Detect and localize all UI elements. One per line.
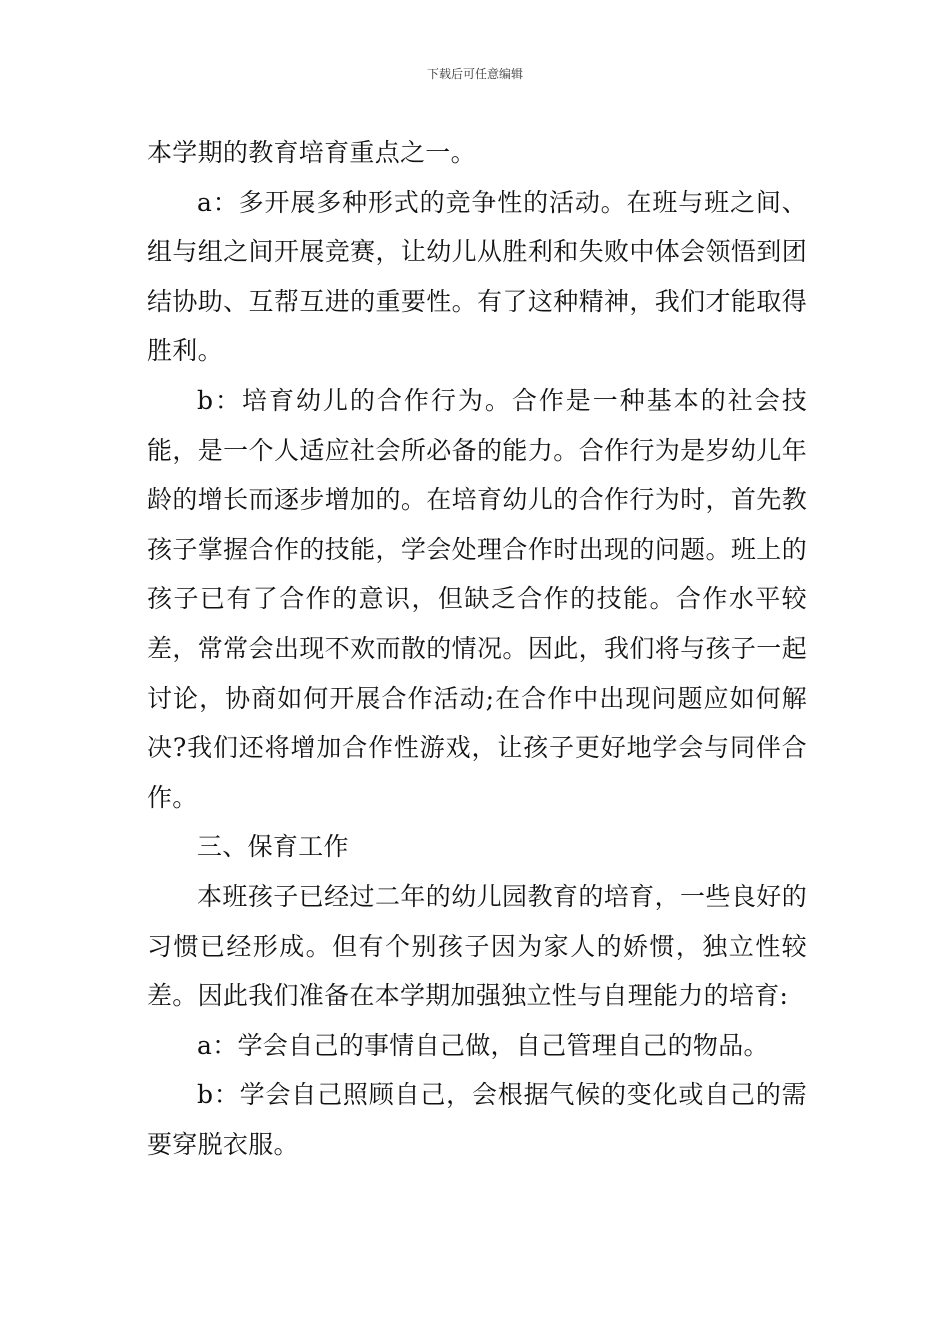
paragraph: a：学会自己的事情自己做，自己管理自己的物品。 <box>197 1030 769 1060</box>
paragraph: b：培育幼儿的合作行为。合作是一种基本的社会技能，是一个人适应社会所必备的能力。合作行为是岁幼儿年龄的增长而逐步增加的。在培育幼儿的合作行为时，首先教孩子掌握合作的技能，学会处理合作时出现的问题。班上的孩子已有了合作的意识，但缺乏合作的技能。合作水平较差，常常会出现不欢而散的情况。因此，我们将与孩子一起讨论，协商如何开展合作活动;在合作中出现问题应如何解决?我们还将增加合作性游戏，让孩子更好地学会与同伴合作。 <box>147 385 807 812</box>
paragraph: a：多开展多种形式的竞争性的活动。在班与班之间、组与组之间开展竞赛，让幼儿从胜利和失败中体会领悟到团结协助、互帮互进的重要性。有了这种精神，我们才能取得胜利。 <box>147 187 807 366</box>
section-heading: 三、保育工作 <box>197 832 349 862</box>
paragraph: b：学会自己照顾自己，会根据气候的变化或自己的需要穿脱衣服。 <box>147 1080 807 1159</box>
paragraph: 本班孩子已经过二年的幼儿园教育的培育，一些良好的习惯已经形成。但有个别孩子因为家人的娇惯，独立性较差。因此我们准备在本学期加强独立性与自理能力的培育: <box>147 881 807 1011</box>
body-text <box>147 128 807 1169</box>
page-header-note: 下载后可任意编辑 <box>426 67 523 81</box>
paragraph: 本学期的教育培育重点之一。 <box>147 138 476 167</box>
